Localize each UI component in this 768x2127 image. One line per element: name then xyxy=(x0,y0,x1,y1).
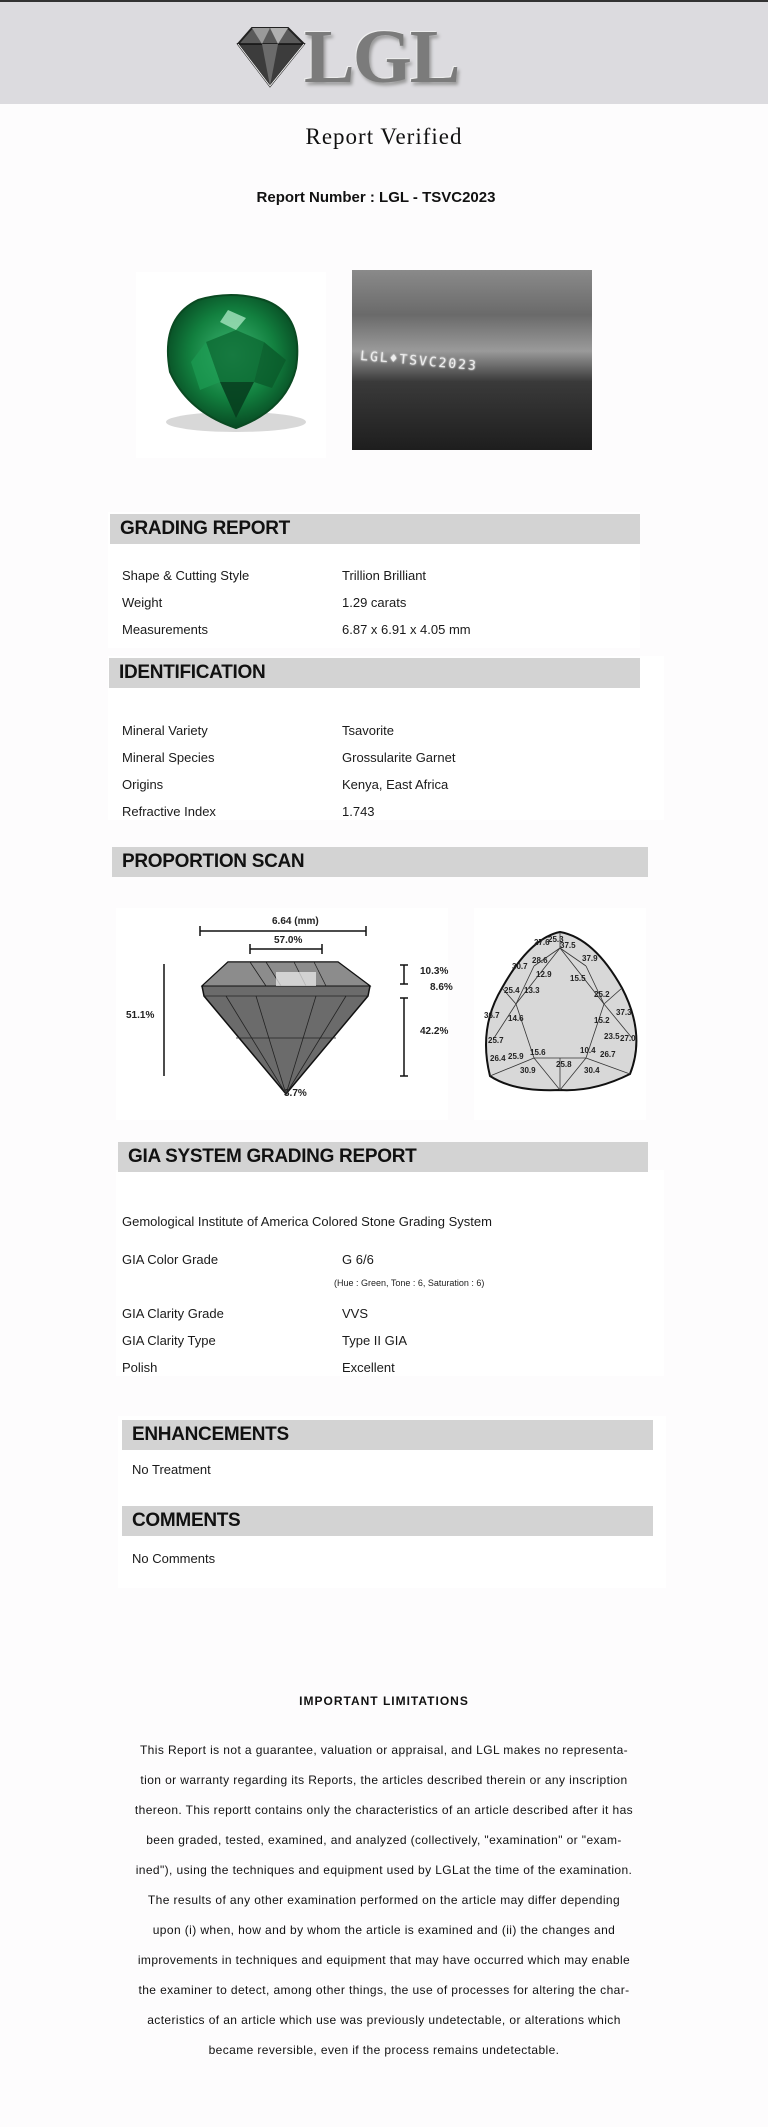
weight-label: Weight xyxy=(122,595,163,610)
page-title: Report Verified xyxy=(305,124,463,149)
gia-color-note: (Hue : Green, Tone : 6, Saturation : 6) xyxy=(334,1278,485,1288)
facet-label: 25.9 xyxy=(508,1052,524,1061)
enhancements-value: No Treatment xyxy=(132,1462,211,1477)
gia-color-grade-value: G 6/6 xyxy=(342,1252,374,1267)
facet-label: 37.9 xyxy=(582,954,598,963)
facet-label: 15.5 xyxy=(570,974,586,983)
measurements-label: Measurements xyxy=(122,622,208,637)
origins-value: Kenya, East Africa xyxy=(342,777,449,792)
shape-value: Trillion Brilliant xyxy=(342,568,427,583)
limitations-heading: IMPORTANT LIMITATIONS xyxy=(299,1694,469,1708)
diamond-icon xyxy=(232,22,308,92)
report-number: Report Number : LGL - TSVC2023 xyxy=(256,189,496,206)
weight-value: 1.29 carats xyxy=(342,595,407,610)
gia-clarity-grade-label: GIA Clarity Grade xyxy=(122,1306,224,1321)
facet-label: 27.0 xyxy=(620,1034,636,1043)
enhancements-heading: ENHANCEMENTS xyxy=(122,1420,653,1450)
gia-heading: GIA SYSTEM GRADING REPORT xyxy=(118,1142,648,1172)
comments-value: No Comments xyxy=(132,1551,216,1566)
limitations-body xyxy=(118,1735,650,2065)
facet-label: 12.9 xyxy=(536,970,552,979)
facet-label: 15.2 xyxy=(594,1016,610,1025)
limitations-line: upon (i) when, how and by whom the article is examined and (ii) the changes and xyxy=(152,1923,616,1937)
header-bar xyxy=(0,0,768,104)
facet-label: 10.4 xyxy=(580,1046,596,1055)
facet-label: 25.8 xyxy=(556,1060,572,1069)
total-depth-label: 51.1% xyxy=(126,1010,155,1021)
facet-label: 28.6 xyxy=(532,956,548,965)
gemstone-photo xyxy=(136,272,326,458)
facet-label: 14.6 xyxy=(508,1014,524,1023)
comments-heading: COMMENTS xyxy=(122,1506,653,1536)
facet-label: 36.7 xyxy=(484,1011,500,1020)
inscription-text: LGL♦TSVC2023 xyxy=(359,348,479,375)
facet-label: 25.2 xyxy=(594,990,610,999)
grading-report-heading: GRADING REPORT xyxy=(110,514,640,544)
limitations-line: acteristics of an article which use was previously undetectable, or alterations which xyxy=(147,2013,621,2027)
gia-clarity-type-value: Type II GIA xyxy=(342,1333,408,1348)
culet-pct-label: 3.7% xyxy=(284,1088,307,1099)
inscription-photo xyxy=(352,270,592,450)
lgl-logo xyxy=(232,15,492,99)
crown-pct-label: 10.3% xyxy=(420,966,449,977)
mineral-variety-value: Tsavorite xyxy=(342,723,395,738)
limitations-line: thereon. This reportt contains only the characteristics of an article described after it has xyxy=(134,1803,634,1817)
limitations-line: The results of any other examination performed on the article may differ depending xyxy=(147,1893,621,1907)
facet-label: 27.6 xyxy=(534,938,550,947)
gia-clarity-type-label: GIA Clarity Type xyxy=(122,1333,216,1348)
facet-label: 37.3 xyxy=(616,1008,632,1017)
facet-label: 26.4 xyxy=(490,1054,506,1063)
facet-label: 30.7 xyxy=(512,962,528,971)
gia-intro: Gemological Institute of America Colored Stone Grading System xyxy=(122,1214,492,1229)
shape-label: Shape & Cutting Style xyxy=(122,568,250,583)
facet-label: 23.5 xyxy=(604,1032,620,1041)
facet-label: 25.3 xyxy=(548,935,564,944)
facet-label: 25.4 xyxy=(504,986,520,995)
refractive-index-label: Refractive Index xyxy=(122,804,216,819)
gia-color-grade-label: GIA Color Grade xyxy=(122,1252,219,1267)
logo-text: LGL xyxy=(304,15,459,99)
limitations-line: became reversible, even if the process remains undetectable. xyxy=(208,2043,560,2057)
facet-label: 26.7 xyxy=(600,1050,616,1059)
polish-value: Excellent xyxy=(342,1360,395,1375)
facet-label: 30.9 xyxy=(520,1066,536,1075)
proportion-scan-heading: PROPORTION SCAN xyxy=(112,847,648,877)
table-pct-label: 57.0% xyxy=(274,935,303,946)
gia-clarity-grade-value: VVS xyxy=(342,1306,369,1321)
facet-label: 37.5 xyxy=(560,941,576,950)
mineral-species-value: Grossularite Garnet xyxy=(342,750,456,765)
refractive-index-value: 1.743 xyxy=(342,804,375,819)
facet-label: 13.3 xyxy=(524,986,540,995)
identification-heading: IDENTIFICATION xyxy=(109,658,640,688)
limitations-line: improvements in techniques and equipment that may have occurred which may enable xyxy=(137,1953,631,1967)
girdle-pct-label: 8.6% xyxy=(430,982,453,993)
top-view-diagram xyxy=(474,908,646,1120)
limitations-line: tion or warranty regarding its Reports, the articles described therein or any inscription xyxy=(140,1773,628,1787)
width-mm-label: 6.64 (mm) xyxy=(272,916,319,927)
polish-label: Polish xyxy=(122,1360,158,1375)
limitations-line: This Report is not a guarantee, valuation or appraisal, and LGL makes no representa- xyxy=(139,1743,629,1757)
limitations-line: been graded, tested, examined, and analyzed (collectively, "examination" or "exam- xyxy=(146,1833,622,1847)
origins-label: Origins xyxy=(122,777,164,792)
mineral-variety-label: Mineral Variety xyxy=(122,723,208,738)
facet-label: 30.4 xyxy=(584,1066,600,1075)
measurements-value: 6.87 x 6.91 x 4.05 mm xyxy=(342,622,471,637)
mineral-species-label: Mineral Species xyxy=(122,750,215,765)
limitations-line: the examiner to detect, among other things, the use of processes for altering the char- xyxy=(138,1983,630,1997)
limitations-line: ined"), using the techniques and equipment used by LGLat the time of the examination. xyxy=(135,1863,633,1877)
facet-label: 15.6 xyxy=(530,1048,546,1057)
pavilion-pct-label: 42.2% xyxy=(420,1026,449,1037)
facet-label: 25.7 xyxy=(488,1036,504,1045)
side-profile-diagram xyxy=(116,908,453,1120)
